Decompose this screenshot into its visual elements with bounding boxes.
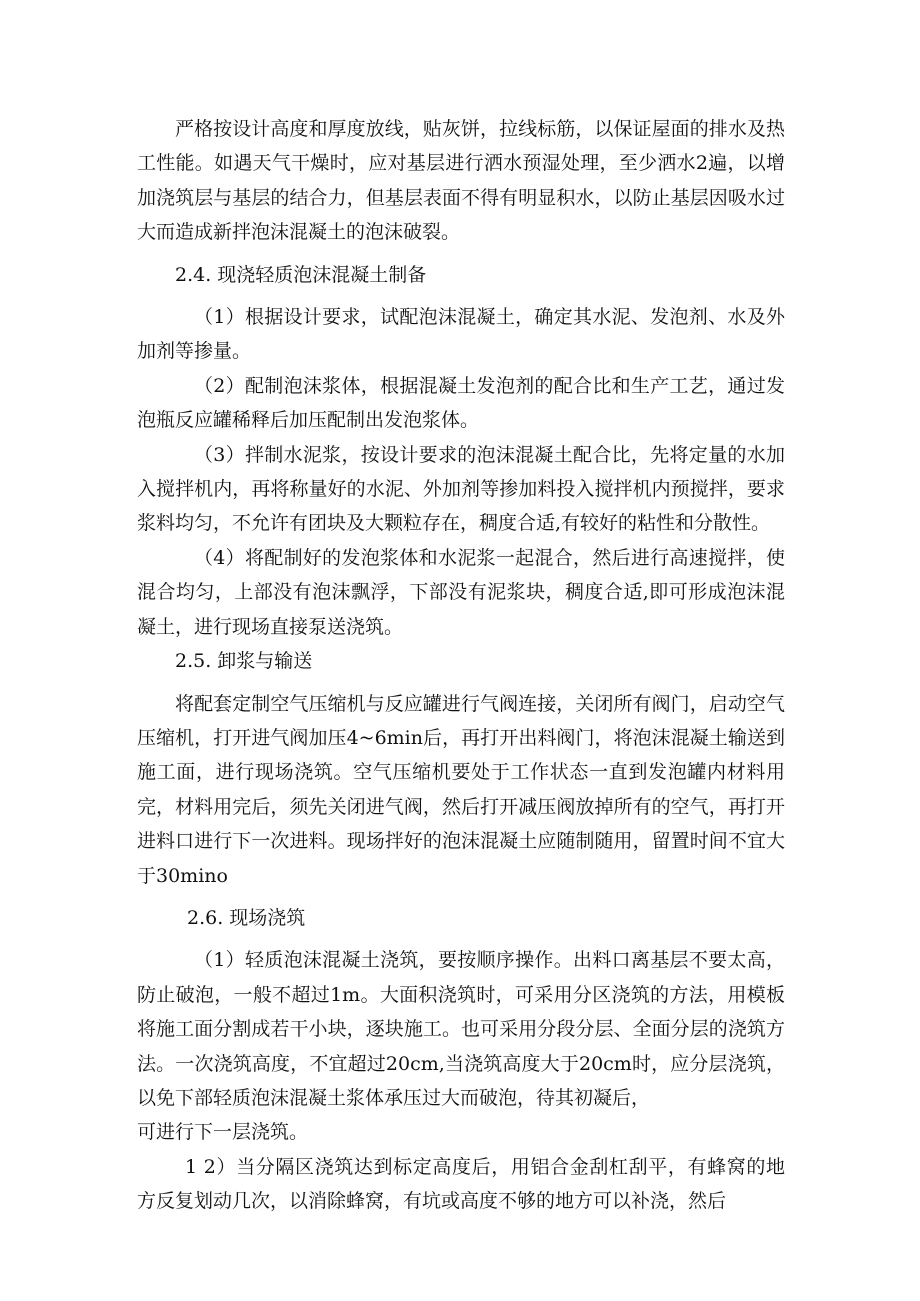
paragraph-base-preparation: 严格按设计高度和厚度放线，贴灰饼，拉线标筋，以保证屋面的排水及热工性能。如遇天气干燥时，应对基层进行洒水预湿处理，至少洒水2遍，以增加浇筑层与基层的结合力，但基层表面不得有明显积水，以防止基层因吸水过大而造成新拌泡沫混凝土的泡沫破裂。: [137, 118, 785, 244]
casting-step-1: （1）轻质泡沫混凝土浇筑，要按顺序操作。出料口离基层不要太高，防止破泡，一般不超过1m。大面积浇筑时，可采用分区浇筑的方法，用模板将施工面分割成若干小块，逐块施工。也可采用分段分层、全面分层的浇筑方法。一次浇筑高度，不宜超过20cm,当浇筑高度大于20cm时，应分层浇筑，以免下部轻质泡沫混凝土浆体承压过大而破泡，待其初凝后，: [137, 949, 785, 1109]
paragraph-discharge-transport: 将配套定制空气压缩机与反应罐进行气阀连接，关闭所有阀门，启动空气压缩机，打开进气阀加压4~6min后，再打开出料阀门，将泡沫混凝土输送到施工面，进行现场浇筑。空气压缩机要处于工作状态一直到发泡罐内材料用完，材料用完后，须先关闭进气阀，然后打开减压阀放掉所有的空气，再打开进料口进行下一次进料。现场拌好的泡沫混凝土应随制随用，留置时间不宜大于30mino: [137, 692, 785, 887]
casting-step-1-continued: 可进行下一层浇筑。: [137, 1121, 309, 1144]
step-3-cement-paste: （3）拌制水泥浆，按设计要求的泡沫混凝土配合比，先将定量的水加入搅拌机内，再将称量好的水泥、外加剂等掺加料投入搅拌机内预搅拌，要求浆料均匀，不允许有团块及大颗粒存在，稠度合适,有较好的粘性和分散性。: [137, 443, 785, 535]
casting-step-2: 1 2）当分隔区浇筑达到标定高度后，用铝合金刮杠刮平，有蜂窝的地方反复划动几次，以消除蜂窝，有坑或高度不够的地方可以补浇，然后: [137, 1155, 785, 1213]
step-4-mixing: （4）将配制好的发泡浆体和水泥浆一起混合，然后进行高速搅拌，使混合均匀，上部没有泡沫飘浮，下部没有泥浆块，稠度合适,即可形成泡沫混凝土，进行现场直接泵送浇筑。: [137, 546, 785, 638]
step-1-trial-mix: （1）根据设计要求，试配泡沫混凝土，确定其水泥、发泡剂、水及外加剂等掺量。: [137, 306, 785, 363]
section-heading-2-6: 2.6. 现场浇筑: [187, 906, 306, 929]
section-heading-2-5: 2.5. 卸浆与输送: [175, 650, 313, 673]
step-2-foam-slurry: （2）配制泡沫浆体，根据混凝土发泡剂的配合比和生产工艺，通过发泡瓶反应罐稀释后加压配制出发泡浆体。: [137, 374, 785, 432]
section-heading-2-4: 2.4. 现浇轻质泡沫混凝土制备: [175, 263, 427, 286]
document-page: [137, 112, 785, 1219]
